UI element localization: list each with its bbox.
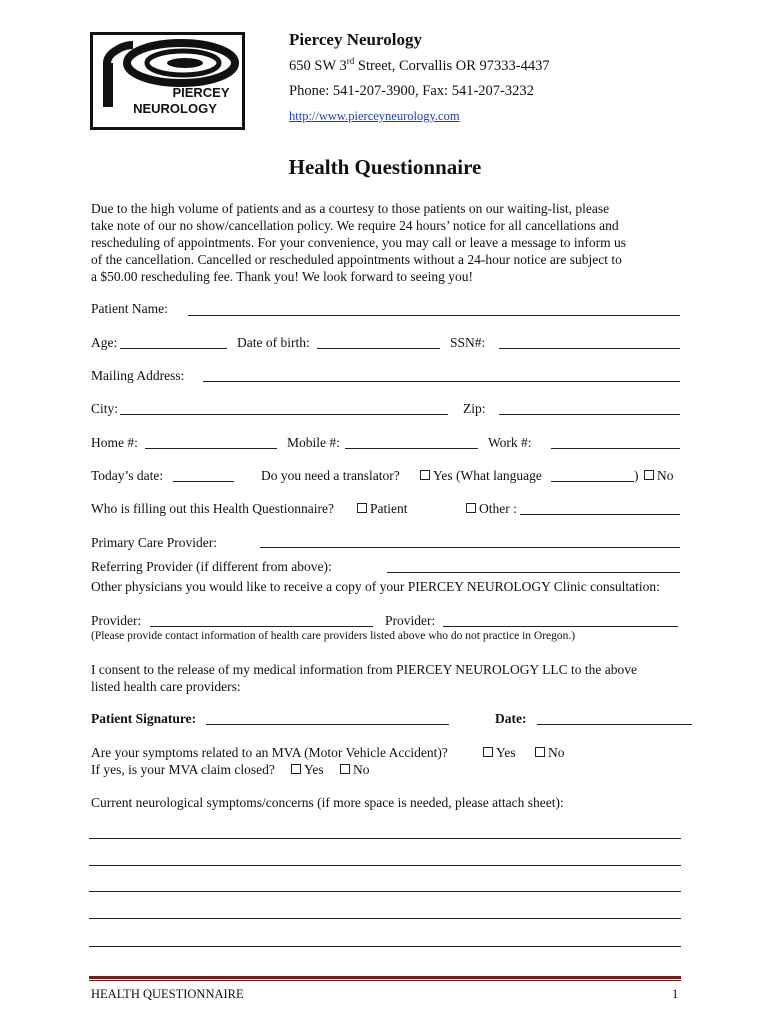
- translator-yes-option[interactable]: Yes (What language: [420, 467, 542, 484]
- footer-label: HEALTH QUESTIONNAIRE: [91, 987, 244, 1001]
- logo-text-line2: NEUROLOGY: [133, 101, 217, 116]
- mva-yes-option[interactable]: Yes: [483, 744, 516, 761]
- checkbox-icon[interactable]: [291, 764, 301, 774]
- pcp-field[interactable]: [260, 547, 680, 548]
- dob-field[interactable]: [317, 348, 440, 349]
- checkbox-icon[interactable]: [420, 470, 430, 480]
- checkbox-icon[interactable]: [357, 503, 367, 513]
- todays-date-label: Today’s date:: [91, 468, 164, 483]
- symptoms-label: Current neurological symptoms/concerns (if more space is needed, please attach sheet):: [91, 795, 564, 810]
- clinic-phone-fax: Phone: 541-207-3900, Fax: 541-207-3232: [289, 83, 534, 99]
- footer-divider-thin: [89, 980, 681, 981]
- logo-text-line1: PIERCEY: [172, 85, 230, 100]
- filling-other-field[interactable]: [520, 514, 680, 515]
- mobile-phone-label: Mobile #:: [287, 435, 340, 450]
- provider2-label: Provider:: [385, 613, 436, 628]
- work-phone-label: Work #:: [488, 435, 532, 450]
- referring-provider-field[interactable]: [387, 572, 680, 573]
- patient-name-label: Patient Name:: [91, 301, 168, 316]
- translator-close-paren: ): [634, 468, 639, 483]
- work-phone-field[interactable]: [551, 448, 680, 449]
- dob-label: Date of birth:: [237, 335, 310, 350]
- provider-note: (Please provide contact information of health care providers listed above who do not practice in Oregon.): [91, 630, 576, 642]
- mobile-phone-field[interactable]: [345, 448, 478, 449]
- checkbox-icon[interactable]: [483, 747, 493, 757]
- filling-patient-option[interactable]: Patient: [357, 500, 408, 517]
- clinic-address: 650 SW 3rd Street, Corvallis OR 97333-4437: [289, 56, 550, 74]
- signature-date-field[interactable]: [537, 724, 692, 725]
- translator-language-field[interactable]: [551, 481, 634, 482]
- symptoms-line[interactable]: [89, 865, 681, 866]
- intro-line: take note of our no show/cancellation policy. We require 24 hours’ notice for all cancellations and: [91, 218, 619, 233]
- age-label: Age:: [91, 335, 118, 350]
- symptoms-line[interactable]: [89, 946, 681, 947]
- clinic-name: Piercey Neurology: [289, 30, 422, 49]
- symptoms-line[interactable]: [89, 891, 681, 892]
- copy-physicians-question: Other physicians you would like to receive a copy of your PIERCEY NEUROLOGY Clinic consultation:: [91, 579, 660, 594]
- translator-question: Do you need a translator?: [261, 468, 400, 483]
- checkbox-icon[interactable]: [340, 764, 350, 774]
- signature-label: Patient Signature:: [91, 711, 197, 726]
- intro-line: of the cancellation. Cancelled or rescheduled appointments without a 24-hour notice are subject to: [91, 252, 622, 267]
- ssn-label: SSN#:: [450, 335, 486, 350]
- ssn-field[interactable]: [499, 348, 680, 349]
- mailing-address-field[interactable]: [203, 381, 680, 382]
- checkbox-icon[interactable]: [535, 747, 545, 757]
- clinic-logo: [90, 32, 245, 130]
- footer-divider: [89, 976, 681, 979]
- intro-line: rescheduling of appointments. For your convenience, you may call or leave a message to inform us: [91, 235, 626, 250]
- logo-graphic: [93, 35, 242, 127]
- city-label: City:: [91, 401, 119, 416]
- home-phone-label: Home #:: [91, 435, 138, 450]
- intro-paragraph: [91, 200, 626, 285]
- claim-no-option[interactable]: No: [340, 761, 370, 778]
- intro-line: a $50.00 rescheduling fee. Thank you! We look forward to seeing you!: [91, 269, 473, 284]
- provider2-field[interactable]: [443, 626, 678, 627]
- checkbox-icon[interactable]: [466, 503, 476, 513]
- mva-claim-question: If yes, is your MVA claim closed?: [91, 762, 275, 777]
- zip-label: Zip:: [463, 401, 486, 416]
- translator-no-option[interactable]: No: [644, 467, 674, 484]
- symptoms-line[interactable]: [89, 918, 681, 919]
- claim-yes-option[interactable]: Yes: [291, 761, 324, 778]
- signature-date-label: Date:: [495, 711, 527, 726]
- filling-out-question: Who is filling out this Health Questionnaire?: [91, 501, 334, 516]
- filling-other-option[interactable]: Other :: [466, 500, 517, 517]
- pcp-label: Primary Care Provider:: [91, 535, 217, 550]
- page-title: Health Questionnaire: [288, 155, 482, 179]
- intro-line: Due to the high volume of patients and as a courtesy to those patients on our waiting-list, please: [91, 201, 610, 216]
- patient-name-field[interactable]: [188, 315, 680, 316]
- provider1-label: Provider:: [91, 613, 142, 628]
- city-field[interactable]: [120, 414, 448, 415]
- age-field[interactable]: [120, 348, 227, 349]
- mva-no-option[interactable]: No: [535, 744, 565, 761]
- mva-question: Are your symptoms related to an MVA (Motor Vehicle Accident)?: [91, 745, 448, 760]
- provider1-field[interactable]: [150, 626, 373, 627]
- signature-field[interactable]: [206, 724, 449, 725]
- clinic-website-link[interactable]: http://www.pierceyneurology.com: [289, 109, 460, 123]
- home-phone-field[interactable]: [145, 448, 277, 449]
- zip-field[interactable]: [499, 414, 680, 415]
- referring-provider-label: Referring Provider (if different from above):: [91, 559, 332, 574]
- todays-date-field[interactable]: [173, 481, 234, 482]
- page-number: 1: [672, 987, 679, 1001]
- symptoms-line[interactable]: [89, 838, 681, 839]
- mailing-address-label: Mailing Address:: [91, 368, 185, 383]
- consent-line-1: I consent to the release of my medical information from PIERCEY NEUROLOGY LLC to the above: [91, 662, 637, 677]
- checkbox-icon[interactable]: [644, 470, 654, 480]
- consent-line-2: listed health care providers:: [91, 679, 241, 694]
